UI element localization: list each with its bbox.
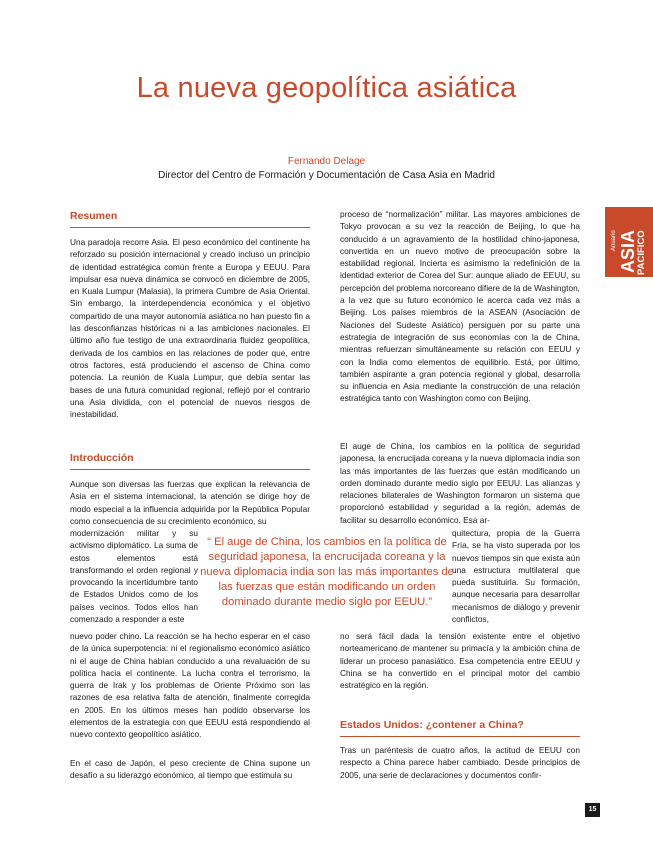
introduccion-rule <box>70 469 310 470</box>
right-column-paragraph-1: proceso de “normalización” militar. Las mayores ambiciones de Tokyo provocan a su vez la reacción de Beijing, lo que ha conducido a un agravamiento de la hostilidad chino-japonesa, convertida en un nuevo motivo de preocupación sobre la estabilidad regional. Incierta es asimismo la redefinición de la identidad exterior de Corea del Sur: aunque aliado de EEUU, su percepción del problema norcoreano difiere de la de Washington, a la vez que su futuro económico le acerca cada vez más a Beijing. Los países miembros de la ASEAN (Asociación de Naciones del Sudeste Asiático) persiguen por su parte una estrategia de integración de sus economías con la de China, mientras refuerzan simultáneamente su relación con EEUU y con la India como elementos de equilibrio. Está, por último, también aspirante a gran potencia regional y global, desarrolla su influencia en Asia mediante la construcción de una relación estratégica tanto con Washington como con Beijing. <box>340 209 580 404</box>
article-title: La nueva geopolítica asiática <box>136 72 517 104</box>
resumen-heading: Resumen <box>70 210 118 222</box>
estados-unidos-heading: Estados Unidos: ¿contener a China? <box>340 719 524 731</box>
side-tab <box>605 207 653 277</box>
introduccion-paragraph-wrap: modernización militar y su activismo diplomático. La suma de estos elementos está transformando el orden regional y provocando la incertidumbre tanto de Estados Unidos como de los países vecinos. Todos ellos han comenzado a responder a este <box>70 528 198 625</box>
article-author: Fernando Delage <box>287 156 366 167</box>
resumen-rule <box>70 227 310 228</box>
introduccion-paragraph-bottom: nuevo poder chino. La reacción se ha hecho esperar en el caso de la única superpotencia: ni el regionalismo económico asiático ni el auge de China habían conducido a una revaluación de su política hacia el continente. La lucha contra el terrorismo, la guerra de Irak y los problemas de Oriente Próximo son las razones de esa relativa falta de atención, finalmente corregida en 2005. En los últimos meses han podido observarse los elementos de la estrategia con que EEUU está respondiendo al nuevo contexto geopolítico asiático. <box>70 631 310 740</box>
pull-quote: “ El auge de China, los cambios en la política de seguridad japonesa, la encrucijada coreana y la nueva diplomacia india son las más importantes de las fuerzas que están modificando un orden dominado durante medio siglo por EEUU.” <box>200 536 454 608</box>
introduccion-paragraph-2: En el caso de Japón, el peso creciente de China supone un desafío a su liderazgo económico, al tiempo que estimula su <box>70 758 310 781</box>
resumen-paragraph: Una paradoja recorre Asia. El peso económico del continente ha reforzado su posición internacional y creado incluso un principio de identidad estratégica común frente a Europa y EEUU. Para impulsar esa nueva dinámica se convocó en diciembre de 2005, en Kuala Lumpur (Malasia), la primera Cumbre de Asia Oriental. Sin embargo, la interdependencia económica y el objetivo compartido de una mayor autonomía asiática no han puesto fin a las desconfianzas históricas ni a las ambiciones nacionales. El último año fue testigo de una extraordinaria fluidez geopolítica, derivada de los cambios en las relaciones de poder que, entre otros factores, está produciendo el ascenso de China como potencia. La reunión de Kuala Lumpur, que debía sentar las bases de una futura comunidad regional, reflejó por el contrario una Asia dividida, con el potencial de nuevos riesgos de inestabilidad. <box>70 237 310 420</box>
estados-unidos-rule <box>340 736 580 737</box>
author-affiliation: Director del Centro de Formación y Documentación de Casa Asia en Madrid <box>158 170 495 181</box>
page-number: 15 <box>585 803 600 817</box>
estados-unidos-paragraph: Tras un paréntesis de cuatro años, la actitud de EEUU con respecto a China parece haber cambiado. Desde principios de 2005, una serie de declaraciones y documentos confir- <box>340 745 580 780</box>
side-tab-pacifico: PACIFICO <box>636 230 647 275</box>
right-column-paragraph-2-top: El auge de China, los cambios en la política de seguridad japonesa, la encrucijada coreana y la nueva diplomacia india son las más importantes de las fuerzas que están modificando un orden dominado durante medio siglo por EEUU. Las alianzas y relaciones bilaterales de Washington formaron un sistema que proporcionó estabilidad y seguridad a la región, además de facilitar su desarrollo económico. Esa ar- <box>340 441 580 525</box>
side-tab-asia: ASIA <box>618 229 638 273</box>
side-tab-anuario: Anuario <box>611 230 617 251</box>
right-column-paragraph-2-bottom: no será fácil dada la tensión existente entre el objetivo norteamericano de mantener su primacía y la ambición china de liderar un proceso panasiático. Esa competencia entre EEUU y China se ha convertido en el principal motor del cambio estratégico en la región. <box>340 631 580 691</box>
introduccion-heading: Introducción <box>70 452 134 464</box>
introduccion-paragraph-top: Aunque son diversas las fuerzas que explican la relevancia de Asia en el sistema internacional, la atención se dirige hoy de modo especial a la influencia adquirida por la República Popular como consecuencia de su crecimiento económico, su <box>70 479 310 526</box>
right-column-paragraph-2-wrap: quitectura, propia de la Guerra Fría, se ha visto superada por los nuevos tiempos sin que exista aún una estructura multilateral que pueda sustituirla. Su formación, aunque necesaria para desarrollar mecanismos de diálogo y prevenir conflictos, <box>452 528 580 625</box>
